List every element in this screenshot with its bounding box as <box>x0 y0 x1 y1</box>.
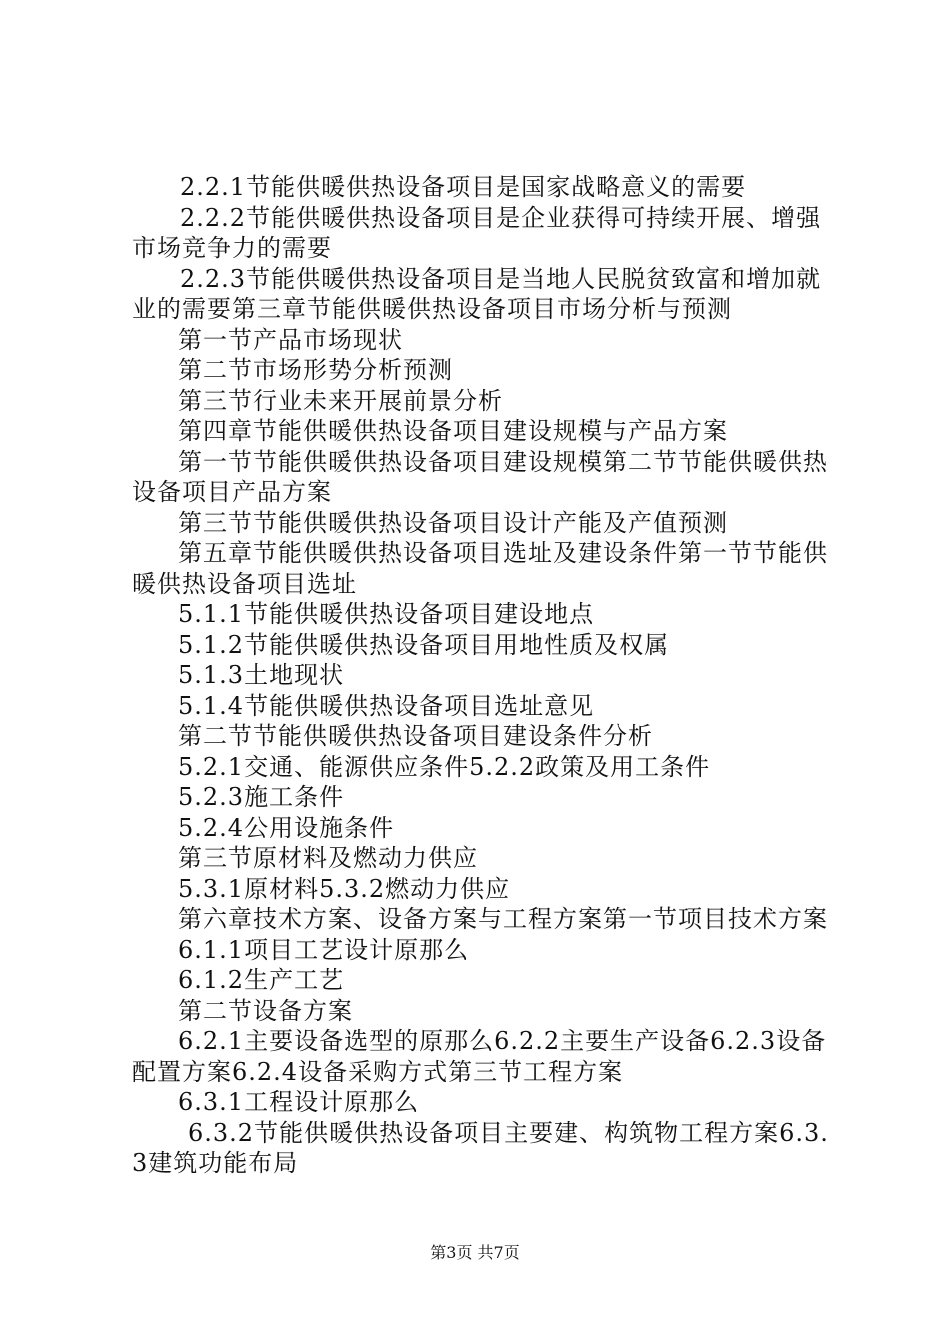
paragraph: 6.1.1项目工艺设计原那么 <box>178 935 470 964</box>
paragraph: 第三节节能供暖供热设备项目设计产能及产值预测 <box>178 508 728 537</box>
paragraph: 第五章节能供暖供热设备项目选址及建设条件第一节节能供暖供热设备项目选址 <box>132 539 828 598</box>
paragraph: 5.2.4公用设施条件 <box>178 813 395 842</box>
paragraph: 6.3.1工程设计原那么 <box>178 1088 420 1116</box>
paragraph: 6.2.1主要设备选型的原那么6.2.2主要生产设备6.2.3设备配置方案6.2.4设备采购方式第三节工程方案 <box>132 1027 827 1086</box>
paragraph: 2.2.2节能供暖供热设备项目是企业获得可持续开展、增强市场竞争力的需要 <box>132 203 822 262</box>
paragraph: 2.2.1节能供暖供热设备项目是国家战略意义的需要 <box>180 173 747 201</box>
paragraph: 5.1.4节能供暖供热设备项目选址意见 <box>178 691 595 720</box>
paragraph: 5.1.1节能供暖供热设备项目建设地点 <box>178 600 595 628</box>
paragraph: 5.3.1原材料5.3.2燃动力供应 <box>178 874 511 903</box>
paragraph: 5.1.3土地现状 <box>178 661 345 689</box>
paragraph: 第六章技术方案、设备方案与工程方案第一节项目技术方案 <box>178 905 828 933</box>
paragraph: 第一节产品市场现状 <box>178 325 403 354</box>
paragraph: 第三节原材料及燃动力供应 <box>178 844 478 872</box>
paragraph: 第四章节能供暖供热设备项目建设规模与产品方案 <box>178 417 728 445</box>
page-number-footer: 第3页 共7页 <box>430 1243 520 1262</box>
paragraph: 6.3.2节能供暖供热设备项目主要建、构筑物工程方案6.3.3建筑功能布局 <box>132 1118 829 1177</box>
paragraph: 2.2.3节能供暖供热设备项目是当地人民脱贫致富和增加就业的需要第三章节能供暖供热设备项目市场分析与预测 <box>132 264 822 323</box>
paragraph: 5.2.3施工条件 <box>178 783 345 811</box>
paragraph: 第三节行业未来开展前景分析 <box>178 386 503 415</box>
paragraph: 第二节节能供暖供热设备项目建设条件分析 <box>178 722 653 750</box>
paragraph: 6.1.2生产工艺 <box>178 966 345 994</box>
document-body <box>132 172 844 1179</box>
paragraph: 第二节设备方案 <box>178 996 353 1025</box>
paragraph: 第二节市场形势分析预测 <box>178 356 453 384</box>
paragraph: 第一节节能供暖供热设备项目建设规模第二节节能供暖供热设备项目产品方案 <box>132 447 828 506</box>
paragraph: 5.1.2节能供暖供热设备项目用地性质及权属 <box>178 630 670 659</box>
paragraph: 5.2.1交通、能源供应条件5.2.2政策及用工条件 <box>178 752 711 781</box>
